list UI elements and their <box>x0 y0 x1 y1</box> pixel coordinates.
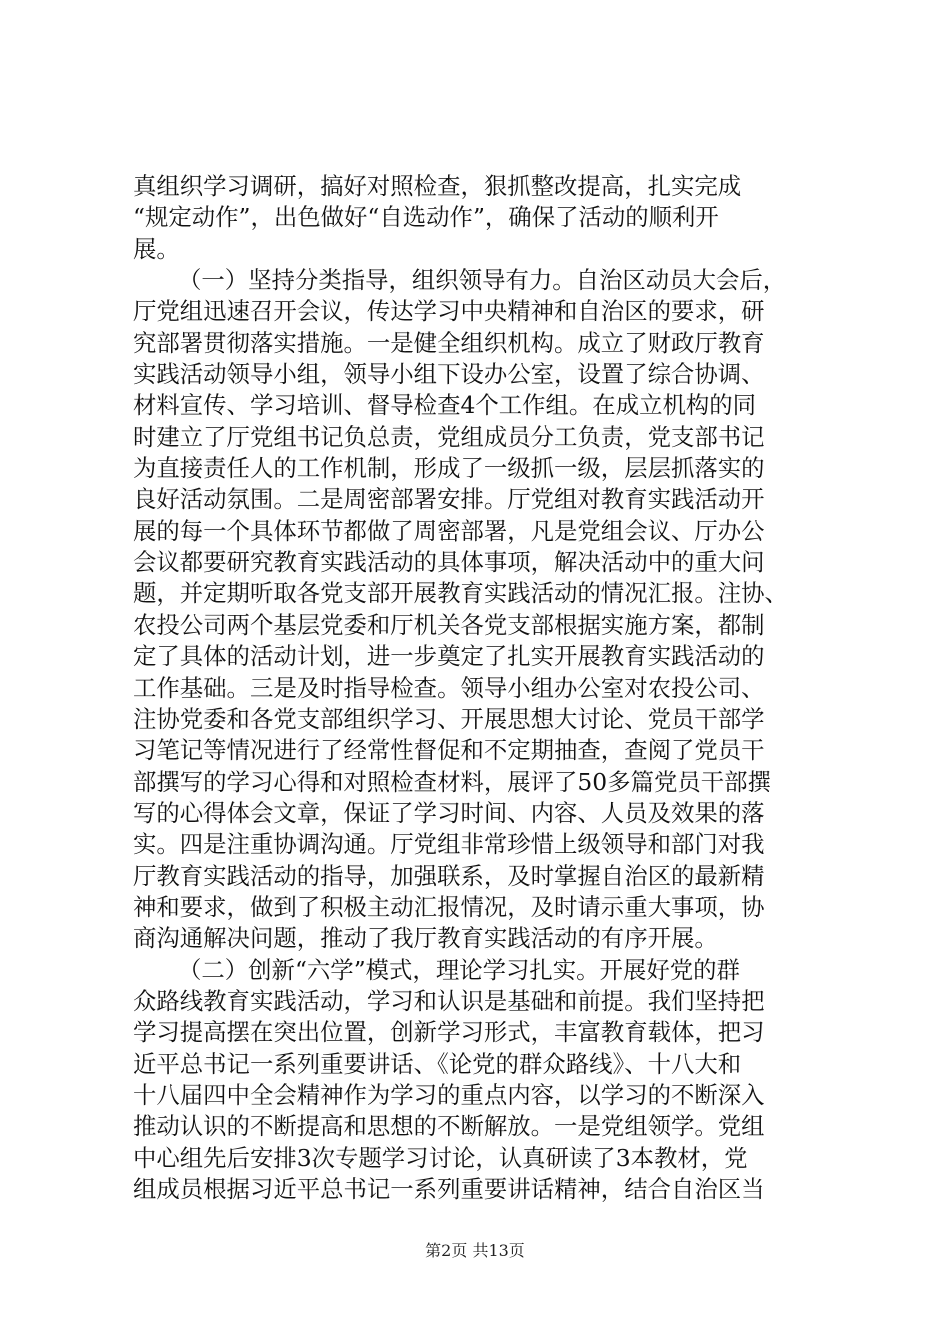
text-line: 题，并定期听取各党支部开展教育实践活动的情况汇报。注协、 <box>133 579 788 608</box>
text-line: 时建立了厅党组书记负总责，党组成员分工负责，党支部书记 <box>133 422 765 451</box>
paragraph-heading-line: （一）坚持分类指导，组织领导有力。自治区动员大会后， <box>178 266 787 295</box>
text-line: 农投公司两个基层党委和厅机关各党支部根据实施方案，都制 <box>133 610 765 639</box>
text-line: 为直接责任人的工作机制，形成了一级抓一级，层层抓落实的 <box>133 454 765 483</box>
text-line: 真组织学习调研，搞好对照检查，狠抓整改提高，扎实完成 <box>133 172 742 200</box>
text-line: 习笔记等情况进行了经常性督促和不定期抽查，查阅了党员干 <box>133 736 765 765</box>
text-line: 写的心得体会文章，保证了学习时间、内容、人员及效果的落 <box>133 798 765 827</box>
text-line: 良好活动氛围。二是周密部署安排。厅党组对教育实践活动开 <box>133 485 765 514</box>
text-line: 近平总书记一系列重要讲话、《论党的群众路线》、十八大和 <box>133 1049 742 1078</box>
text-line: 注协党委和各党支部组织学习、开展思想大讨论、党员干部学 <box>133 704 765 733</box>
document-body <box>133 171 833 1205</box>
text-line: 实践活动领导小组，领导小组下设办公室，设置了综合协调、 <box>133 360 765 389</box>
text-line: 组成员根据习近平总书记一系列重要讲话精神，结合自治区当 <box>133 1175 765 1203</box>
text-line: 工作基础。三是及时指导检查。领导小组办公室对农投公司、 <box>133 673 765 702</box>
text-line: 学习提高摆在突出位置，创新学习形式，丰富教育载体，把习 <box>133 1018 765 1047</box>
text-line: 众路线教育实践活动，学习和认识是基础和前提。我们坚持把 <box>133 986 765 1015</box>
text-line: 会议都要研究教育实践活动的具体事项，解决活动中的重大问 <box>133 548 765 577</box>
text-line: 展的每一个具体环节都做了周密部署，凡是党组会议、厅办公 <box>133 516 765 545</box>
text-line: 厅教育实践活动的指导，加强联系，及时掌握自治区的最新精 <box>133 861 765 890</box>
text-line: 中心组先后安排3次专题学习讨论，认真研读了3本教材，党 <box>133 1143 748 1172</box>
text-line: 厅党组迅速召开会议，传达学习中央精神和自治区的要求，研 <box>133 297 765 326</box>
paragraph-heading-line: （二）创新“六学”模式，理论学习扎实。开展好党的群 <box>178 955 740 984</box>
text-line: 推动认识的不断提高和思想的不断解放。一是党组领学。党组 <box>133 1112 765 1141</box>
text-line: 定了具体的活动计划，进一步奠定了扎实开展教育实践活动的 <box>133 642 765 671</box>
text-line: 实。四是注重协调沟通。厅党组非常珍惜上级领导和部门对我 <box>133 830 765 859</box>
text-line: “规定动作”，出色做好“自选动作”，确保了活动的顺利开 <box>133 203 719 232</box>
text-line: 材料宣传、学习培训、督导检查4个工作组。在成立机构的同 <box>133 391 757 420</box>
text-line: 商沟通解决问题，推动了我厅教育实践活动的有序开展。 <box>133 924 718 953</box>
text-line: 十八届四中全会精神作为学习的重点内容，以学习的不断深入 <box>133 1080 765 1109</box>
text-line: 神和要求，做到了积极主动汇报情况，及时请示重大事项，协 <box>133 892 765 921</box>
text-line: 展。 <box>133 234 180 263</box>
page-number-footer: 第2页 共13页 <box>425 1241 525 1260</box>
text-line: 部撰写的学习心得和对照检查材料，展评了50多篇党员干部撰 <box>133 767 771 796</box>
text-line: 究部署贯彻落实措施。一是健全组织机构。成立了财政厅教育 <box>133 328 765 357</box>
